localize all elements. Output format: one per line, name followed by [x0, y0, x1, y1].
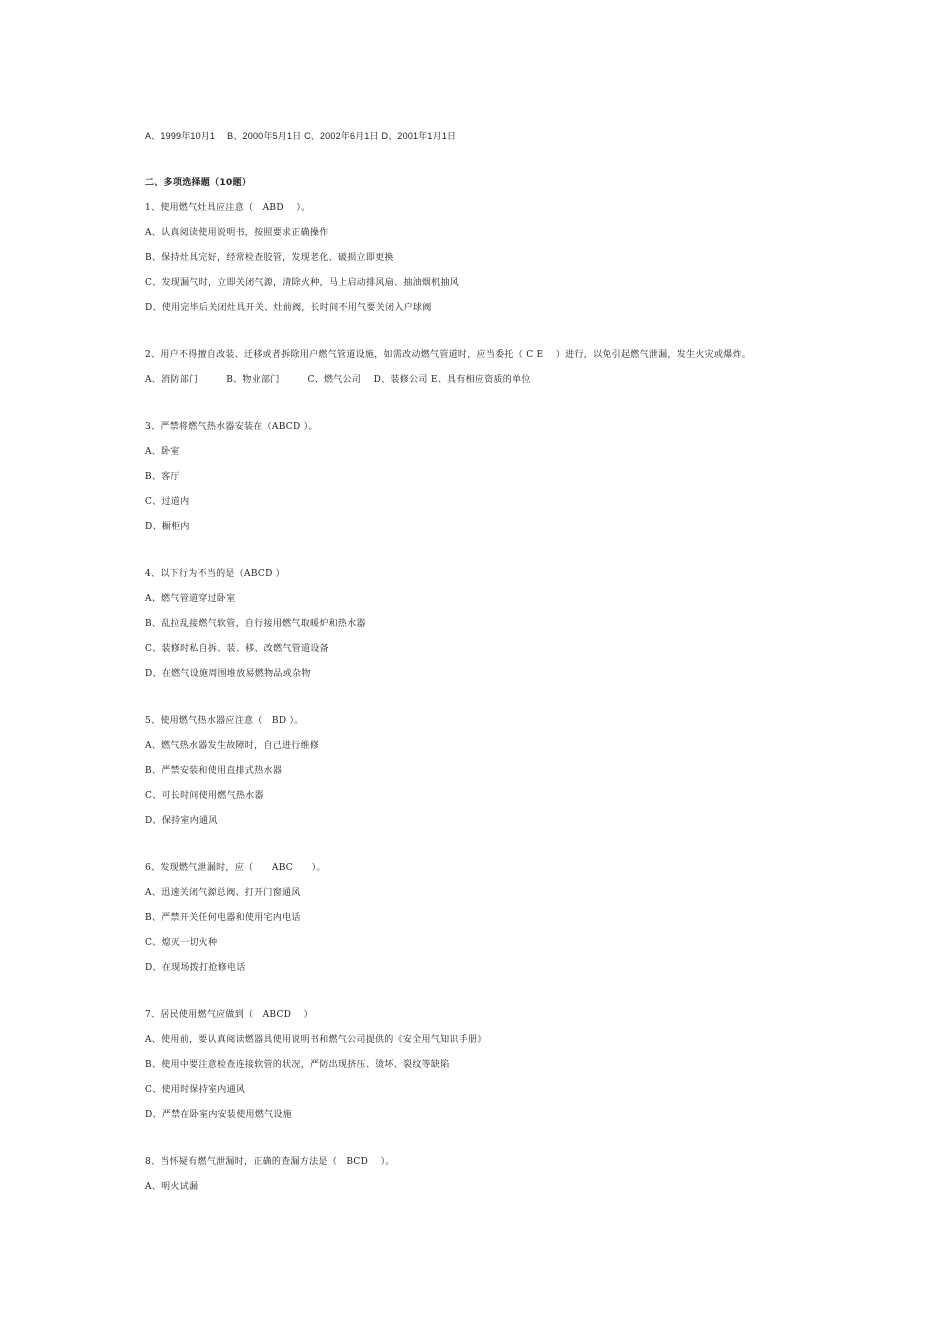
section-title: 二、多项选择题（10题） — [145, 178, 252, 188]
question-6-option-b: B、严禁开关任何电器和使用宅内电话 — [145, 913, 301, 923]
question-8-option-a: A、明火试漏 — [145, 1182, 199, 1192]
question-5-option-a: A、燃气热水器发生故障时，自己进行维修 — [145, 741, 320, 751]
question-3-option-c: C、过道内 — [145, 497, 190, 507]
question-1-option-b: B、保持灶具完好，经常检查胶管，发现老化、破损立即更换 — [145, 253, 394, 263]
question-4-option-c: C、装修时私自拆、装、移、改燃气管道设备 — [145, 644, 329, 654]
question-5-option-d: D、保持室内通风 — [145, 816, 218, 826]
question-6-option-d: D、在现场拨打抢修电话 — [145, 963, 246, 973]
question-1-option-c: C、发现漏气时，立即关闭气源，清除火种，马上启动排风扇、抽油烟机抽风 — [145, 278, 460, 288]
question-7-option-d: D、严禁在卧室内安装使用燃气设施 — [145, 1110, 293, 1120]
question-6-option-a: A、迅速关闭气源总阀、打开门窗通风 — [145, 888, 301, 898]
question-6-stem: 6、发现燃气泄漏时，应（ ABC ）。 — [145, 863, 326, 873]
question-3-option-a: A、卧室 — [145, 447, 180, 457]
question-2-stem: 2、用户不得擅自改装、迁移或者拆除用户燃气管道设施，如需改动燃气管道时，应当委托（ C E ）进行，以免引起燃气泄漏，发生火灾或爆炸。 — [145, 350, 752, 360]
question-2-options: A、消防部门 B、物业部门 C、燃气公司 D、装修公司 E、具有相应资质的单位 — [145, 375, 531, 385]
question-1-option-a: A、认真阅读使用说明书，按照要求正确操作 — [145, 228, 329, 238]
question-8-stem: 8、当怀疑有燃气泄漏时，正确的查漏方法是（ BCD ）。 — [145, 1157, 395, 1167]
question-4-option-d: D、在燃气设施周围堆放易燃物品或杂物 — [145, 669, 311, 679]
previous-question-options: A、1999年10月1 B、2000年5月1日 C、2002年6月1日 D、2001年1月1日 — [145, 131, 457, 141]
question-3-option-d: D、橱柜内 — [145, 522, 190, 532]
question-7-stem: 7、居民使用燃气应做到（ ABCD ） — [145, 1010, 313, 1020]
question-4-option-a: A、燃气管道穿过卧室 — [145, 594, 236, 604]
question-3-option-b: B、客厅 — [145, 472, 180, 482]
question-3-stem: 3、严禁将燃气热水器安装在（ABCD ）。 — [145, 422, 318, 432]
question-5-option-c: C、可长时间使用燃气热水器 — [145, 791, 264, 801]
question-7-option-a: A、使用前，要认真阅读燃器具使用说明书和燃气公司提供的《安全用气知识手册》 — [145, 1035, 487, 1045]
question-5-stem: 5、使用燃气热水器应注意（ BD ）。 — [145, 716, 304, 726]
question-4-stem: 4、以下行为不当的是（ABCD ） — [145, 569, 286, 579]
question-1-stem: 1、使用燃气灶具应注意（ ABD ）。 — [145, 203, 311, 213]
question-6-option-c: C、熄灭一切火种 — [145, 938, 218, 948]
question-1-option-d: D、使用完毕后关闭灶具开关、灶前阀，长时间不用气要关闭入户球阀 — [145, 303, 432, 313]
question-5-option-b: B、严禁安装和使用直排式热水器 — [145, 766, 283, 776]
question-7-option-b: B、使用中要注意检查连接软管的状况，严防出现挤压、烫坏、裂纹等缺陷 — [145, 1060, 450, 1070]
question-4-option-b: B、乱拉乱接燃气软管，自行接用燃气取暖炉和热水器 — [145, 619, 366, 629]
question-7-option-c: C、使用时保持室内通风 — [145, 1085, 246, 1095]
